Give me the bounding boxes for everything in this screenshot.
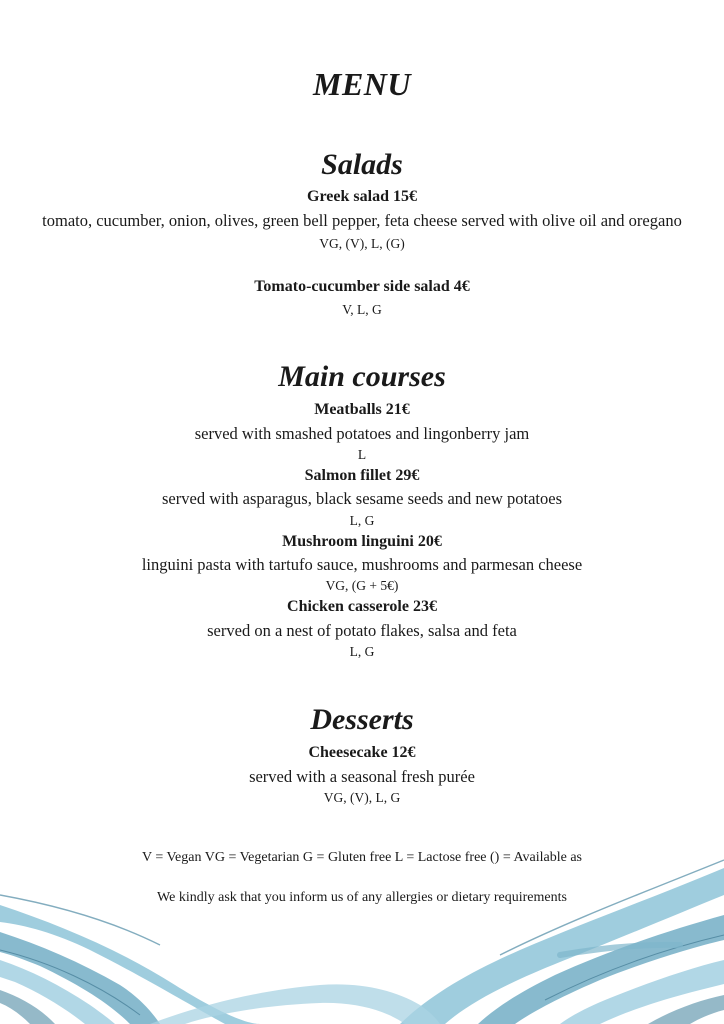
item-tags-salmon-fillet: L, G xyxy=(349,513,375,528)
section-heading-main-courses: Main courses xyxy=(278,360,446,393)
item-name-meatballs: Meatballs 21€ xyxy=(314,401,410,418)
item-description-meatballs: served with smashed potatoes and lingonberry jam xyxy=(194,424,530,443)
item-tags-cheesecake: VG, (V), L, G xyxy=(323,790,401,805)
item-description-greek-salad: tomato, cucumber, onion, olives, green bell pepper, feta cheese served with olive oil and oregano xyxy=(42,211,682,230)
page-title: MENU xyxy=(312,66,411,102)
allergy-note: We kindly ask that you inform us of any allergies or dietary requirements xyxy=(157,890,567,905)
section-heading-desserts: Desserts xyxy=(310,703,414,736)
item-name-greek-salad: Greek salad 15€ xyxy=(307,188,417,205)
item-description-mushroom-linguini: linguini pasta with tartufo sauce, mushrooms and parmesan cheese xyxy=(141,555,583,574)
item-tags-tomato-cucumber-salad: V, L, G xyxy=(342,302,382,317)
dietary-legend: V = Vegan VG = Vegetarian G = Gluten free L = Lactose free () = Available as xyxy=(141,850,582,865)
item-name-salmon-fillet: Salmon fillet 29€ xyxy=(304,467,420,484)
item-name-chicken-casserole: Chicken casserole 23€ xyxy=(287,598,437,615)
item-description-salmon-fillet: served with asparagus, black sesame seeds and new potatoes xyxy=(162,489,562,508)
item-name-tomato-cucumber-salad: Tomato-cucumber side salad 4€ xyxy=(254,278,470,295)
section-heading-salads: Salads xyxy=(321,148,403,181)
item-name-mushroom-linguini: Mushroom linguini 20€ xyxy=(282,533,442,550)
item-description-chicken-casserole: served on a nest of potato flakes, salsa and feta xyxy=(207,621,517,640)
item-name-cheesecake: Cheesecake 12€ xyxy=(308,744,416,761)
item-tags-greek-salad: VG, (V), L, (G) xyxy=(319,236,405,251)
item-tags-mushroom-linguini: VG, (G + 5€) xyxy=(325,578,399,593)
item-tags-meatballs: L xyxy=(357,447,367,462)
item-description-cheesecake: served with a seasonal fresh purée xyxy=(249,767,475,786)
item-tags-chicken-casserole: L, G xyxy=(349,644,375,659)
